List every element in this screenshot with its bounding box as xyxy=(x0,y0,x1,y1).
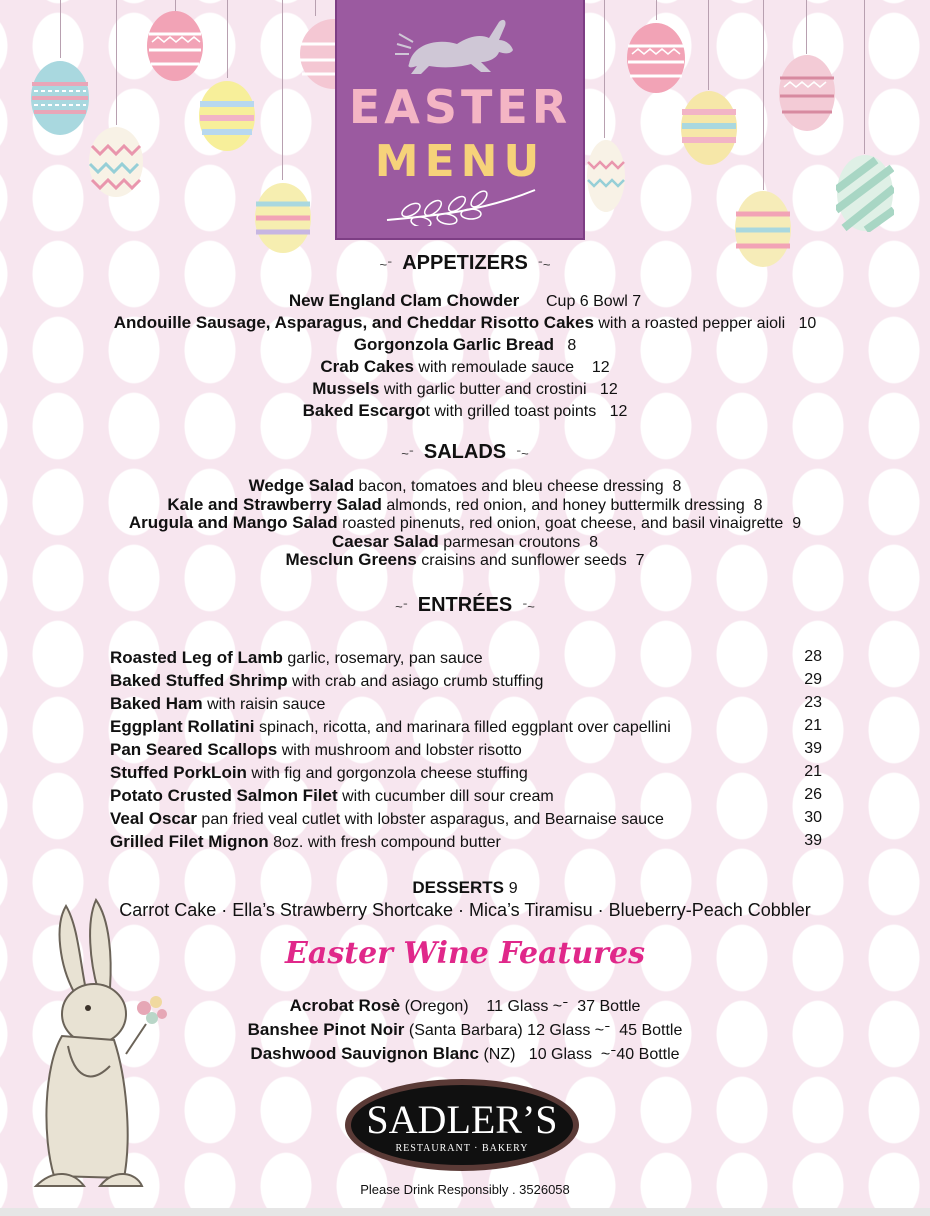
entree-item: Potato Crusted Salmon Filet with cucumber dill sour cream 26 xyxy=(110,786,822,805)
logo-tagline: RESTAURANT · BAKERY xyxy=(395,1143,529,1154)
salad-item: Kale and Strawberry Salad almonds, red onion, and honey buttermilk dressing 8 xyxy=(167,495,763,514)
appetizer-item: Baked Escargot with grilled toast points 12 xyxy=(302,401,628,420)
easter-egg-icon xyxy=(836,152,894,232)
entree-item: Grilled Filet Mignon 8oz. with fresh compound butter 39 xyxy=(110,832,822,851)
desserts-heading: DESSERTS 9 xyxy=(412,878,518,897)
easter-egg-icon xyxy=(254,178,312,254)
footer-note: Please Drink Responsibly . 3526058 xyxy=(360,1182,570,1197)
menu-title-menu: MENU xyxy=(374,136,546,187)
easter-egg-icon xyxy=(30,58,90,136)
entree-item: Stuffed PorkLoin with fig and gorgonzola cheese stuffing 21 xyxy=(110,763,822,782)
easter-egg-icon xyxy=(680,88,738,166)
entrees-heading: ~ᐨ ENTRÉES ᐨ~ xyxy=(395,594,535,616)
laurel-branch-icon xyxy=(381,186,541,226)
appetizer-item: Andouille Sausage, Asparagus, and Cheddar Risotto Cakes with a roasted pepper aioli 10 xyxy=(113,313,817,332)
easter-egg-icon xyxy=(586,136,626,214)
entree-item: Pan Seared Scallops with mushroom and lobster risotto 39 xyxy=(110,740,822,759)
bottom-strip xyxy=(0,1208,930,1216)
entree-item: Roasted Leg of Lamb garlic, rosemary, pan sauce 28 xyxy=(110,648,822,667)
salad-item: Wedge Salad bacon, tomatoes and bleu cheese dressing 8 xyxy=(248,476,682,495)
wine-item: Banshee Pinot Noir (Santa Barbara) 12 Glass ~ᐨ 45 Bottle xyxy=(247,1020,683,1039)
easter-egg-icon xyxy=(88,124,144,198)
entree-item: Baked Ham with raisin sauce 23 xyxy=(110,694,822,713)
appetizer-item: Crab Cakes with remoulade sauce 12 xyxy=(320,357,610,376)
easter-egg-icon xyxy=(298,14,336,90)
entree-item: Veal Oscar pan fried veal cutlet with lobster asparagus, and Bearnaise sauce 30 xyxy=(110,809,822,828)
salad-item: Caesar Salad parmesan croutons 8 xyxy=(331,532,598,551)
wine-item: Acrobat Rosè (Oregon) 11 Glass ~ᐨ 37 Bottle xyxy=(289,996,641,1015)
easter-egg-icon xyxy=(778,52,836,132)
bunny-illustration-icon xyxy=(14,896,174,1196)
easter-egg-icon xyxy=(626,18,686,94)
easter-egg-icon xyxy=(198,76,256,152)
salad-item: Mesclun Greens craisins and sunflower seeds 7 xyxy=(285,550,645,569)
appetizer-item: Mussels with garlic butter and crostini 12 xyxy=(312,379,618,398)
menu-title-easter: EASTER xyxy=(348,80,572,134)
appetizer-item: Gorgonzola Garlic Bread 8 xyxy=(353,335,577,354)
logo-name: SADLER’S xyxy=(366,1097,558,1142)
desserts-price: 9 xyxy=(508,880,518,897)
entree-item: Eggplant Rollatini spinach, ricotta, and marinara filled eggplant over capellini 21 xyxy=(110,717,822,736)
entree-item: Baked Stuffed Shrimp with crab and asiago crumb stuffing 29 xyxy=(110,671,822,690)
salads-heading: ~ᐨ SALADS ᐨ~ xyxy=(401,441,529,463)
appetizer-item: New England Clam Chowder Cup 6 Bowl 7 xyxy=(288,291,642,310)
wine-features-heading: Easter Wine Features xyxy=(285,936,645,971)
appetizers-heading: ~ᐨ APPETIZERS ᐨ~ xyxy=(379,252,551,274)
menu-header-box xyxy=(335,0,585,240)
wine-item: Dashwood Sauvignon Blanc (NZ) 10 Glass ~ᐨ40 Bottle xyxy=(250,1044,680,1063)
easter-egg-icon xyxy=(146,6,204,82)
sadlers-logo xyxy=(343,1077,581,1173)
salad-item: Arugula and Mango Salad roasted pinenuts, red onion, goat cheese, and basil vinaigrette 9 xyxy=(128,513,802,532)
bunny-silhouette-icon xyxy=(393,14,533,76)
desserts-list: Carrot Cake · Ella’s Strawberry Shortcake · Mica’s Tiramisu · Blueberry-Peach Cobbler xyxy=(119,900,811,920)
